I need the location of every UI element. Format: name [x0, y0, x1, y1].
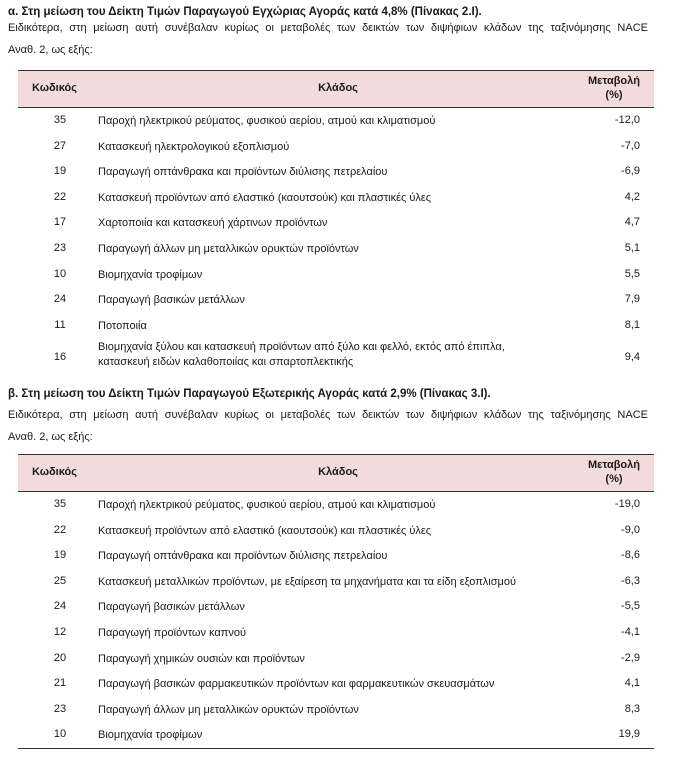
row-branch: [98, 703, 568, 718]
row-change: 5,5: [624, 267, 640, 280]
row-branch: [98, 600, 568, 615]
table-row: [18, 543, 654, 569]
row-branch-line: Χαρτοποιία και κατασκευή χάρτινων προϊόντων: [98, 217, 328, 230]
row-change: 19,9: [618, 728, 640, 741]
table-row: [18, 646, 654, 672]
row-code: 23: [53, 702, 67, 715]
row-branch: [98, 216, 568, 231]
row-code: 11: [54, 318, 66, 331]
row-code: 19: [53, 165, 67, 178]
table-row: [18, 518, 654, 544]
section-a-text-line2: Αναθ. 2, ως εξής:: [8, 44, 93, 56]
table-b-header: [18, 454, 654, 492]
row-branch: [98, 165, 568, 180]
table-row: [18, 594, 654, 620]
row-branch-line: Παραγωγή οπτάνθρακα και προϊόντων διύλισης πετρελαίου: [98, 166, 388, 179]
row-branch: [98, 140, 568, 155]
table-row: [18, 620, 654, 646]
row-code: 24: [53, 293, 67, 306]
row-code: 12: [53, 625, 67, 638]
row-code: 20: [53, 651, 67, 664]
row-change: -12,0: [614, 114, 640, 126]
row-branch: [98, 340, 568, 370]
section-a-title: α. Στη μείωση του Δείκτη Τιμών Παραγωγού Εγχώριας Αγοράς κατά 4,8% (Πίνακας 2.I).: [8, 6, 482, 18]
row-branch: [98, 549, 568, 564]
row-branch: [98, 268, 568, 283]
row-change: -6,9: [621, 165, 640, 178]
row-change: 5,1: [624, 241, 640, 254]
table-b-body: [18, 492, 654, 749]
row-branch-line: Βιομηχανία τροφίμων: [98, 729, 203, 742]
table-row: [18, 722, 654, 748]
row-branch: [98, 114, 568, 129]
table-row: [18, 185, 654, 211]
header-change: [588, 458, 640, 486]
row-branch-line: Παραγωγή βασικών μετάλλων: [98, 601, 245, 614]
header-code: Κωδικός: [32, 82, 77, 94]
row-branch-line: Βιομηχανία ξύλου και κατασκευή προϊόντων από ξύλο και φελλό, εκτός από έπιπλα,: [98, 341, 505, 354]
header-branch: Κλάδος: [318, 466, 358, 478]
row-branch: [98, 626, 568, 641]
row-code: 10: [53, 267, 67, 280]
row-change: -7,0: [621, 139, 640, 152]
row-branch: [98, 728, 568, 743]
table-row: [18, 338, 654, 378]
row-branch-line: Παραγωγή οπτάνθρακα και προϊόντων διύλισης πετρελαίου: [98, 550, 388, 563]
row-change: -5,5: [621, 600, 640, 613]
table-row: [18, 108, 654, 134]
section-b-text-line1: Ειδικότερα, στη μείωση αυτή συνέβαλαν κυρίως οι μεταβολές των δεικτών των διψήφιων κλάδων της ταξινόμησης NACE: [8, 409, 648, 421]
section-b-title: β. Στη μείωση του Δείκτη Τιμών Παραγωγού Εξωτερικής Αγοράς κατά 2,9% (Πίνακας 3.I).: [8, 388, 491, 400]
header-change-unit: (%): [605, 89, 623, 101]
row-branch: [98, 242, 568, 257]
row-branch: [98, 293, 568, 308]
row-code: 35: [53, 498, 67, 510]
row-code: 24: [53, 600, 67, 613]
header-code: Κωδικός: [32, 466, 77, 478]
table-a-body: [18, 108, 654, 378]
row-branch-line: Βιομηχανία τροφίμων: [98, 268, 203, 281]
table-b: [18, 454, 654, 749]
row-branch-line: Παροχή ηλεκτρικού ρεύματος, φυσικού αερίου, ατμού και κλιματισμού: [98, 115, 436, 127]
row-change: 8,3: [624, 702, 640, 715]
row-change: 4,7: [624, 216, 640, 229]
row-code: 25: [53, 574, 67, 587]
row-branch: [98, 652, 568, 667]
row-branch-line: Παραγωγή άλλων μη μεταλλικών ορυκτών προϊόντων: [98, 703, 359, 716]
row-branch-line: Παραγωγή προϊόντων καπνού: [98, 626, 246, 639]
header-change-label: Μεταβολή: [587, 459, 640, 471]
row-code: 17: [53, 216, 67, 229]
row-branch-line: Παραγωγή βασικών μετάλλων: [98, 294, 245, 307]
section-a-text-line1: Ειδικότερα, στη μείωση αυτή συνέβαλαν κυρίως οι μεταβολές των δεικτών των διψήφιων κλάδων της ταξινόμησης NACE: [8, 22, 648, 34]
table-row: [18, 159, 654, 185]
row-change: -4,1: [621, 625, 640, 638]
table-a-header: [18, 70, 654, 108]
row-branch-line: Ποτοποιία: [98, 319, 147, 332]
row-branch-line: Παροχή ηλεκτρικού ρεύματος, φυσικού αερίου, ατμού και κλιματισμού: [98, 499, 436, 511]
table-row: [18, 313, 654, 339]
table-row: [18, 569, 654, 595]
row-change: 4,2: [624, 190, 640, 203]
row-branch-line: Κατασκευή προϊόντων από ελαστικό (καουτσούκ) και πλαστικές ύλες: [98, 524, 432, 537]
table-row: [18, 287, 654, 313]
row-branch-line: Κατασκευή προϊόντων από ελαστικό (καουτσούκ) και πλαστικές ύλες: [98, 191, 432, 204]
row-change: -19,0: [614, 498, 640, 510]
row-branch-line: Κατασκευή μεταλλικών προϊόντων, με εξαίρεση τα μηχανήματα και τα είδη εξοπλισμού: [98, 575, 516, 588]
table-a: [18, 70, 654, 378]
row-change: 8,1: [624, 318, 640, 331]
header-change-unit: (%): [605, 473, 623, 485]
row-branch-line2: κατασκευή ειδών καλαθοποιίας και σπαρτοπλεκτικής: [98, 356, 354, 369]
row-code: 21: [53, 677, 67, 690]
table-row: [18, 134, 654, 160]
row-branch: [98, 191, 568, 206]
row-branch-line: Παραγωγή βασικών φαρμακευτικών προϊόντων και φαρμακευτικών σκευασμάτων: [98, 678, 495, 691]
row-code: 19: [53, 549, 67, 562]
row-branch: [98, 524, 568, 539]
table-row: [18, 236, 654, 262]
header-change-label: Μεταβολή: [587, 75, 640, 87]
row-change: 7,9: [624, 293, 640, 306]
row-code: 22: [53, 190, 67, 203]
row-branch-line: Παραγωγή χημικών ουσιών και προϊόντων: [98, 652, 305, 665]
header-change: [588, 74, 640, 102]
row-code: 23: [53, 241, 67, 254]
section-b-text-line2: Αναθ. 2, ως εξής:: [8, 431, 93, 443]
row-code: 16: [53, 351, 67, 364]
row-change: -8,6: [621, 549, 640, 562]
row-branch: [98, 319, 568, 334]
table-row: [18, 492, 654, 518]
row-code: 22: [53, 523, 67, 536]
row-code: 35: [53, 114, 67, 126]
table-row: [18, 262, 654, 288]
table-row: [18, 671, 654, 697]
row-code: 10: [53, 728, 67, 741]
table-row: [18, 697, 654, 723]
row-change: -2,9: [621, 651, 640, 664]
row-branch: [98, 677, 568, 692]
row-branch: [98, 498, 568, 513]
header-branch: Κλάδος: [318, 82, 358, 94]
row-branch: [98, 575, 568, 590]
row-code: 27: [53, 139, 67, 152]
row-change: 4,1: [624, 677, 640, 690]
row-change: -9,0: [621, 523, 640, 536]
table-row: [18, 210, 654, 236]
row-branch-line: Παραγωγή άλλων μη μεταλλικών ορυκτών προϊόντων: [98, 242, 359, 255]
row-change: 9,4: [624, 351, 640, 364]
row-branch-line: Κατασκευή ηλεκτρολογικού εξοπλισμού: [98, 140, 290, 153]
row-change: -6,3: [621, 574, 640, 587]
